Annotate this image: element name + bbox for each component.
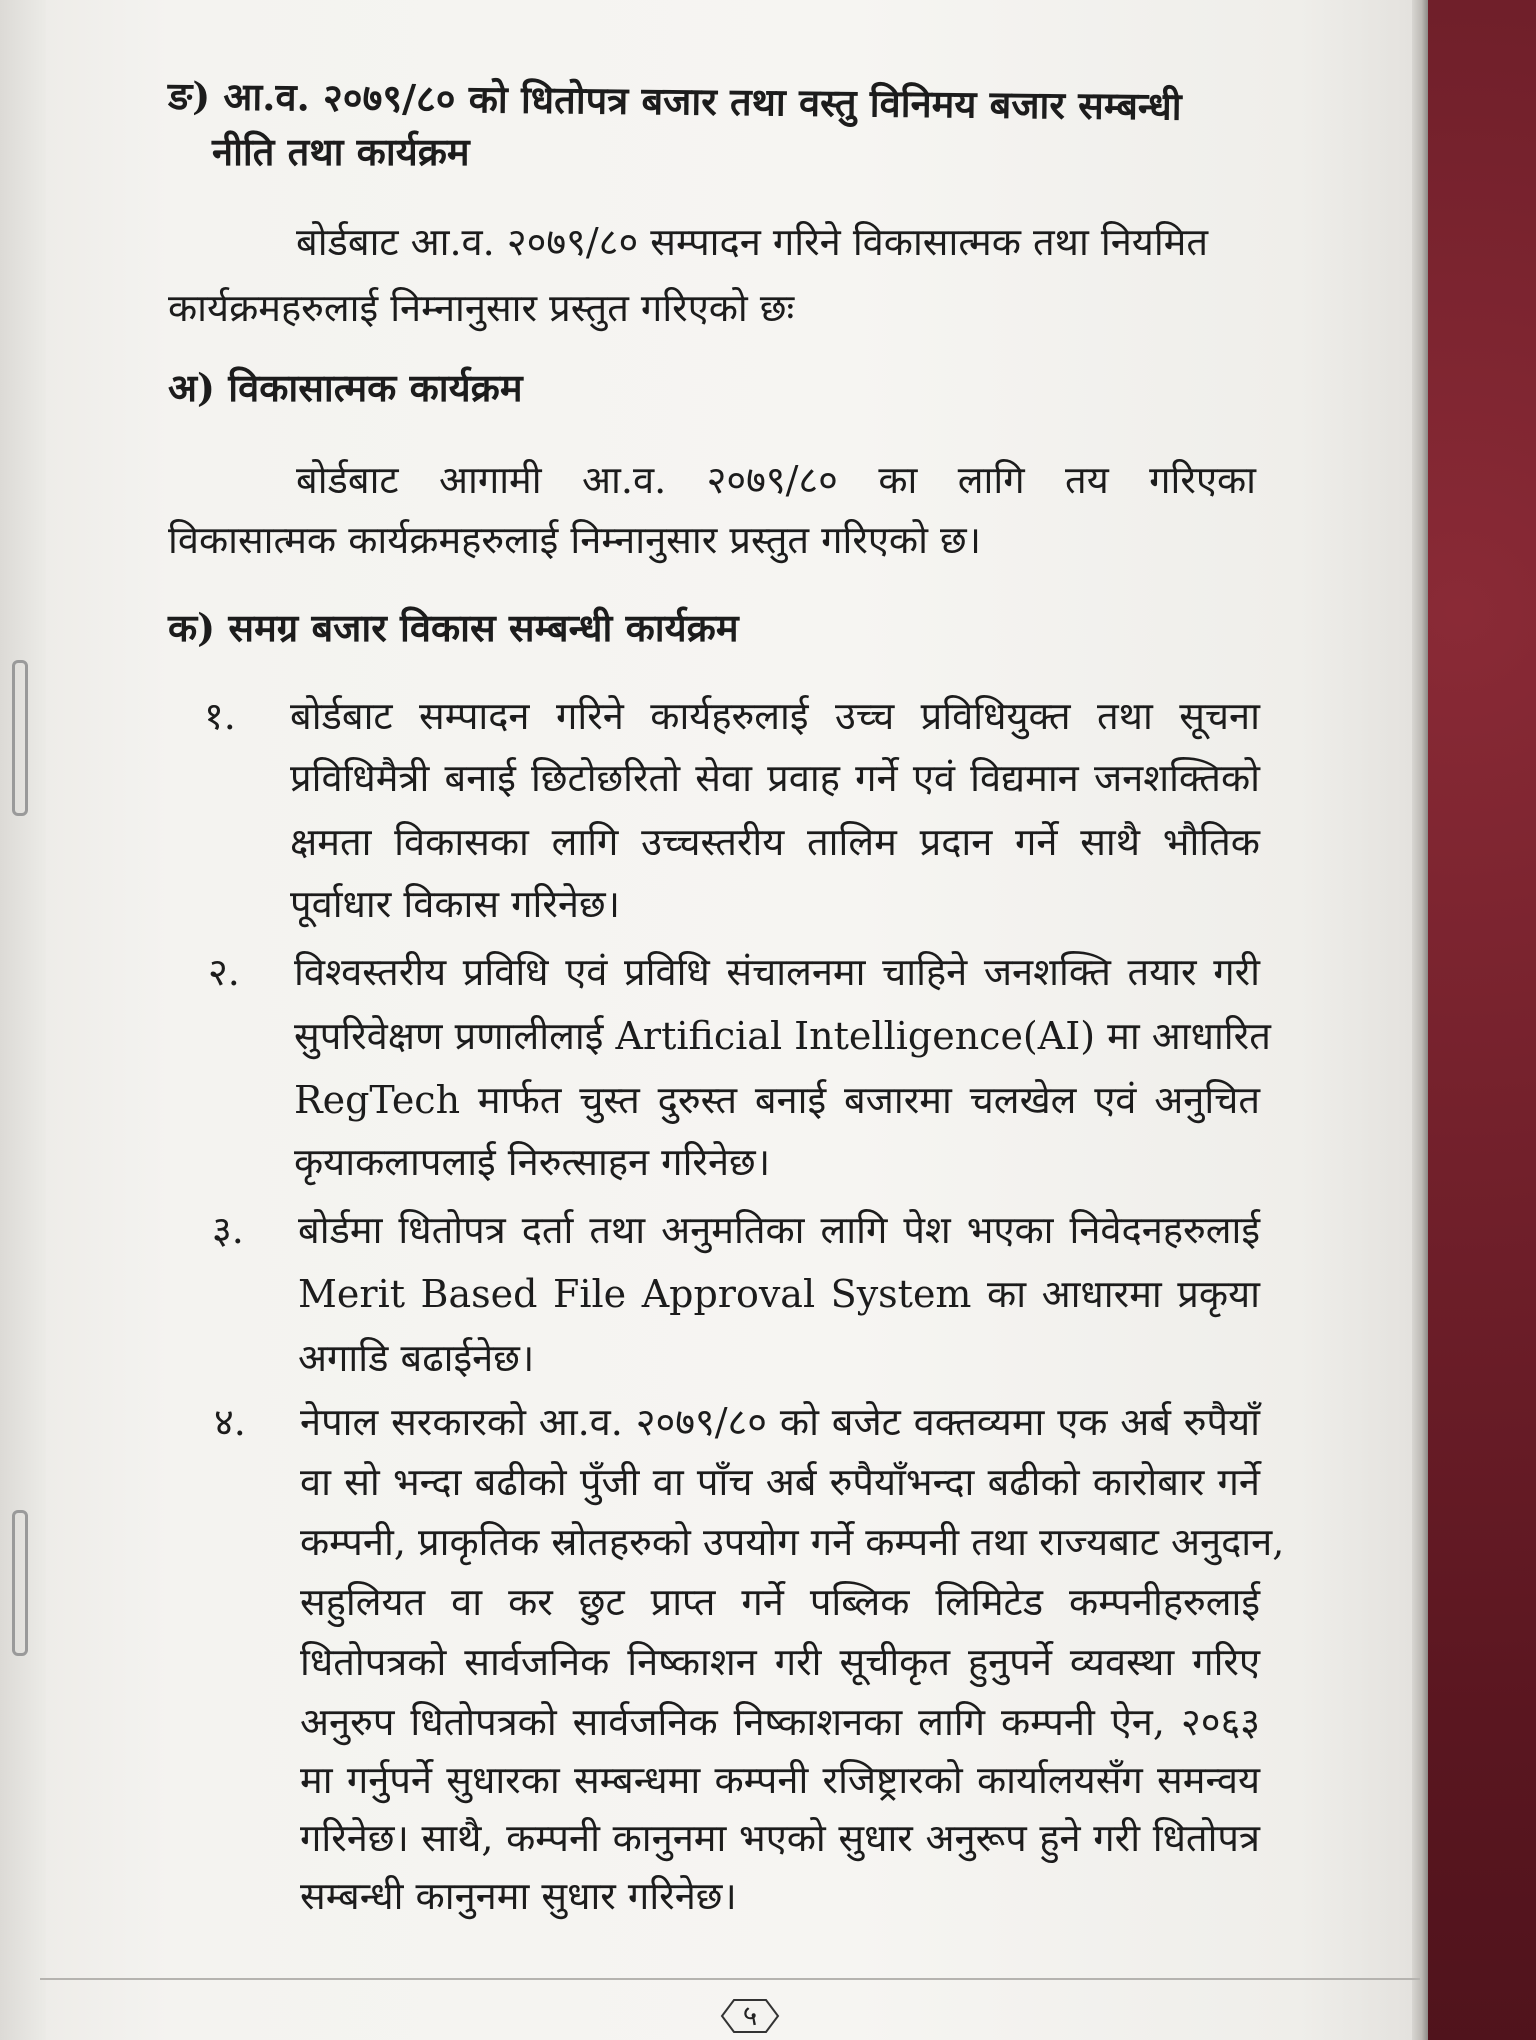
item-2-line3: RegTech मार्फत चुस्त दुरुस्त बनाई बजारमा चलखेल एवं अनुचित (294, 1078, 1260, 1122)
item-4-line1: नेपाल सरकारको आ.व. २०७९/८० को बजेट वक्तव्यमा एक अर्ब रुपैयाँ (300, 1400, 1260, 1444)
item-1-line2: प्रविधिमैत्री बनाई छिटोछरितो सेवा प्रवाह गर्ने एवं विद्यमान जनशक्तिको (290, 756, 1260, 800)
item-1-line3: क्षमता विकासका लागि उच्चस्तरीय तालिम प्रदान गर्ने साथै भौतिक (290, 820, 1260, 864)
section-heading-line2: नीति तथा कार्यक्रम (212, 129, 470, 174)
section-ka-title: क) समग्र बजार विकास सम्बन्धी कार्यक्रम (168, 605, 739, 650)
page-number: ५ (742, 1999, 758, 2032)
item-1-line1: बोर्डबाट सम्पादन गरिने कार्यहरुलाई उच्च प्रविधियुक्त तथा सूचना (290, 694, 1260, 738)
section-heading-line1: ङ) आ.व. २०७९/८० को धितोपत्र बजार तथा वस्तु विनिमय बजार सम्बन्धी (167, 73, 1182, 129)
item-3-line3: अगाडि बढाईनेछ। (298, 1336, 535, 1380)
item-2-line2: सुपरिवेक्षण प्रणालीलाई Artificial Intelligence(AI) मा आधारित (294, 1014, 1271, 1058)
item-1-number: १. (204, 694, 236, 738)
item-2-line1: विश्वस्तरीय प्रविधि एवं प्रविधि संचालनमा चाहिने जनशक्ति तयार गरी (294, 950, 1260, 994)
item-3-number: ३. (212, 1208, 244, 1252)
item-4-line9: सम्बन्धी कानुनमा सुधार गरिनेछ। (300, 1874, 737, 1918)
item-4-line8: गरिनेछ। साथै, कम्पनी कानुनमा भएको सुधार अनुरूप हुने गरी धितोपत्र (300, 1816, 1260, 1860)
section-a-title: अ) विकासात्मक कार्यक्रम (168, 365, 523, 410)
item-4-line5: धितोपत्रको सार्वजनिक निष्काशन गरी सूचीकृत हुनुपर्ने व्यवस्था गरिए (300, 1640, 1260, 1684)
footer-rule (40, 1978, 1420, 1980)
item-2-line4: कृयाकलापलाई निरुत्साहन गरिनेछ। (294, 1140, 771, 1184)
item-2-number: २. (208, 950, 240, 994)
item-3-line2: Merit Based File Approval System का आधारमा प्रकृया (298, 1272, 1260, 1316)
section-a-line2: विकासात्मक कार्यक्रमहरुलाई निम्नानुसार प्रस्तुत गरिएको छ। (168, 518, 982, 562)
intro-line1: बोर्डबाट आ.व. २०७९/८० सम्पादन गरिने विकासात्मक तथा नियमित (296, 220, 1209, 264)
section-a-line1: बोर्डबाट आगामी आ.व. २०७९/८० का लागि तय गरिएका (296, 458, 1256, 502)
page-number-badge (718, 1996, 782, 2036)
item-4-line3: कम्पनी, प्राकृतिक स्रोतहरुको उपयोग गर्ने कम्पनी तथा राज्यबाट अनुदान, (300, 1520, 1285, 1564)
item-4-line6: अनुरुप धितोपत्रको सार्वजनिक निष्काशनका लागि कम्पनी ऐन, २०६३ (300, 1700, 1260, 1744)
page-edge (1412, 0, 1428, 2040)
item-3-line1: बोर्डमा धितोपत्र दर्ता तथा अनुमतिका लागि पेश भएका निवेदनहरुलाई (298, 1208, 1260, 1252)
item-4-line2: वा सो भन्दा बढीको पुँजी वा पाँच अर्ब रुपैयाँभन्दा बढीको कारोबार गर्ने (300, 1460, 1260, 1504)
item-4-number: ४. (214, 1400, 246, 1444)
item-4-line7: मा गर्नुपर्ने सुधारका सम्बन्धमा कम्पनी रजिष्ट्रारको कार्यालयसँग समन्वय (300, 1758, 1260, 1802)
intro-line2: कार्यक्रमहरुलाई निम्नानुसार प्रस्तुत गरिएको छः (168, 286, 795, 330)
item-1-line4: पूर्वाधार विकास गरिनेछ। (290, 882, 621, 926)
item-4-line4: सहुलियत वा कर छुट प्राप्त गर्ने पब्लिक लिमिटेड कम्पनीहरुलाई (300, 1580, 1260, 1624)
